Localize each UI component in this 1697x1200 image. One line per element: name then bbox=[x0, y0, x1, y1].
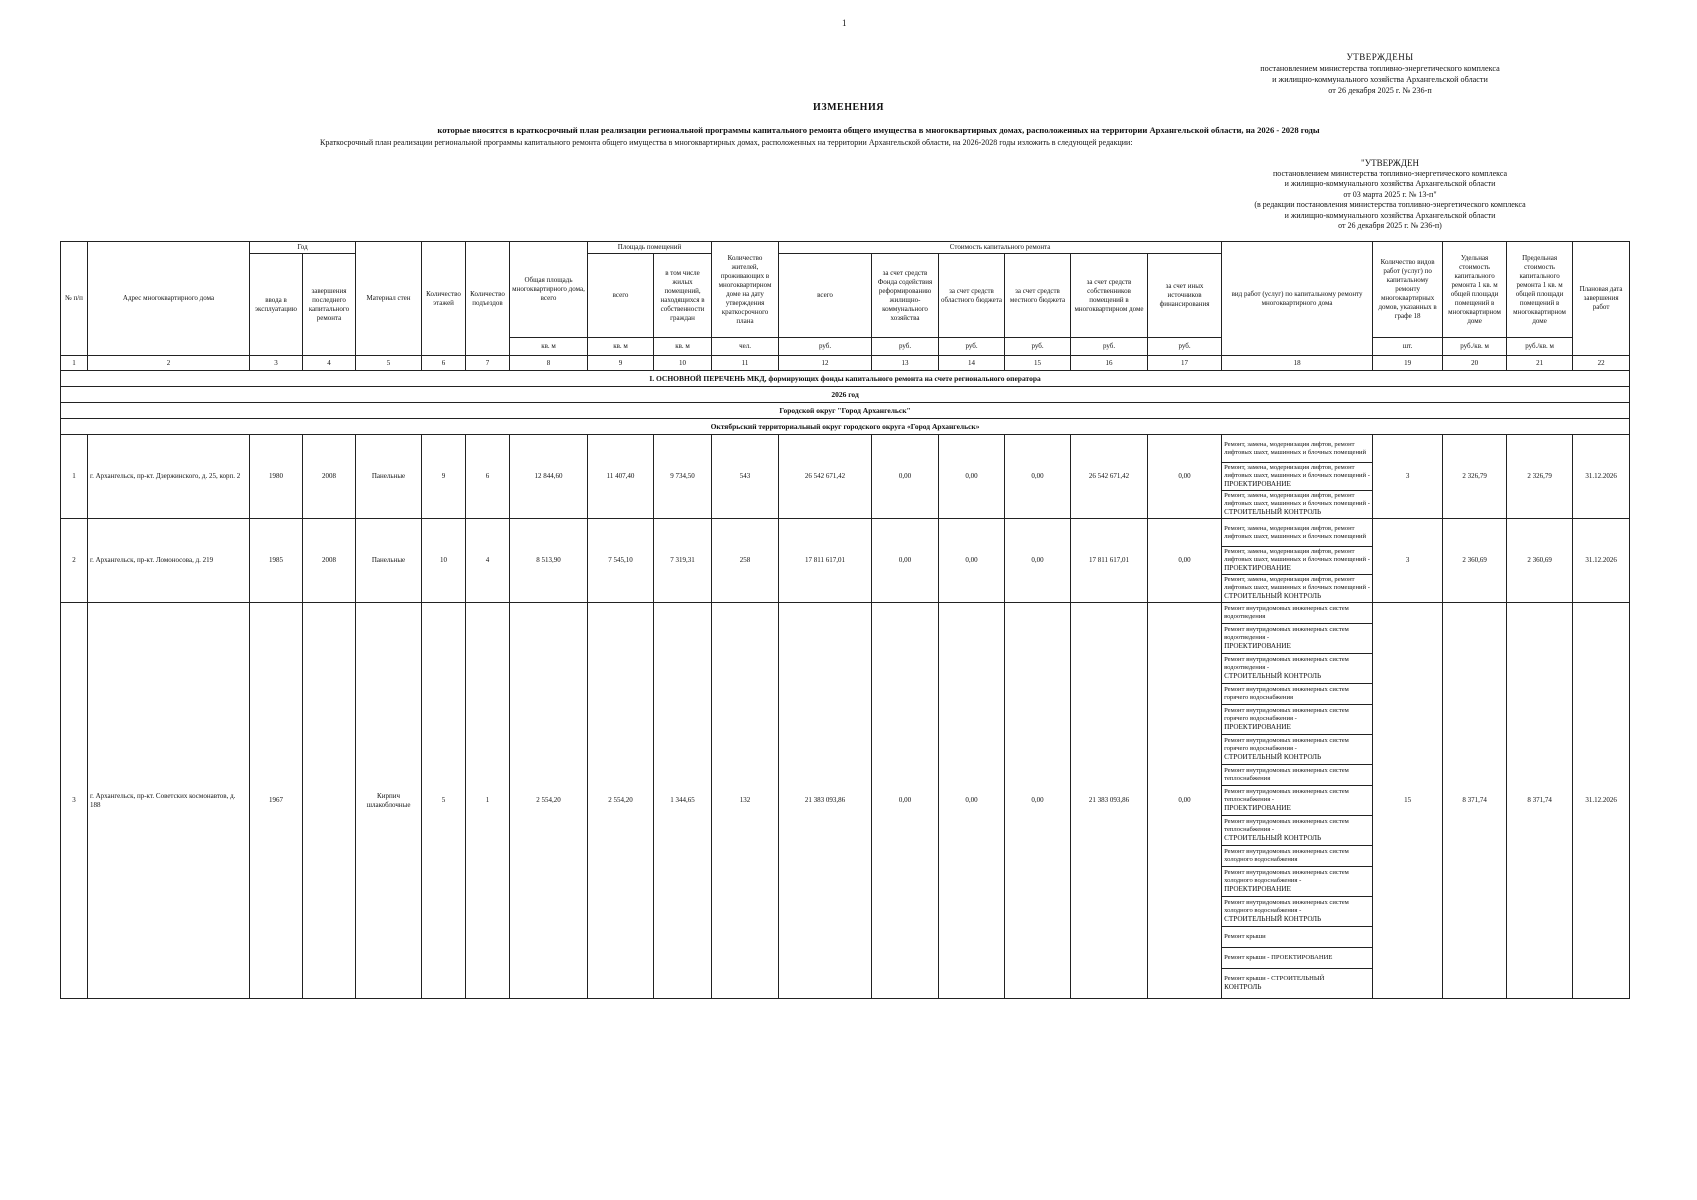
work-text: Ремонт внутридомовых инженерных систем теплоснабжения - bbox=[1224, 788, 1349, 803]
approval-line: от 26 декабря 2025 г. № 236-п) bbox=[1338, 221, 1442, 230]
cell-work-type bbox=[1222, 897, 1373, 927]
cell-work-type bbox=[1222, 867, 1373, 897]
column-number: 14 bbox=[939, 356, 1005, 371]
cell-residents: 543 bbox=[712, 435, 779, 519]
cell-area-total: 2 554,20 bbox=[588, 603, 654, 999]
work-stage: КОНТРОЛЬ bbox=[1224, 983, 1262, 991]
unit-cell: руб. bbox=[1005, 338, 1071, 356]
column-number: 11 bbox=[712, 356, 779, 371]
section-year: 2026 год bbox=[61, 387, 1630, 403]
cell-plan-date: 31.12.2026 bbox=[1573, 603, 1630, 999]
cell-floors: 10 bbox=[422, 519, 466, 603]
cell-work-type bbox=[1222, 624, 1373, 654]
column-number: 5 bbox=[356, 356, 422, 371]
cell-year-commission: 1967 bbox=[250, 603, 303, 999]
cell-year-commission: 1980 bbox=[250, 435, 303, 519]
cell-work-type bbox=[1222, 969, 1373, 999]
cell-work-type bbox=[1222, 519, 1373, 547]
cell-year-last-repair bbox=[303, 603, 356, 999]
column-number: 12 bbox=[779, 356, 872, 371]
cell-floors: 9 bbox=[422, 435, 466, 519]
cell-cost-total: 17 811 617,01 bbox=[779, 519, 872, 603]
approval-line: от 03 марта 2025 г. № 13-п" bbox=[1343, 189, 1437, 199]
column-number: 21 bbox=[1507, 356, 1573, 371]
cell-year-commission: 1985 bbox=[250, 519, 303, 603]
cell-cost-other: 0,00 bbox=[1148, 603, 1222, 999]
work-text: Ремонт внутридомовых инженерных систем холодного водоснабжения bbox=[1224, 848, 1349, 863]
header-entrances: Количество подъездов bbox=[466, 242, 510, 356]
cell-cost-regional: 0,00 bbox=[939, 519, 1005, 603]
section-heading: I. ОСНОВНОЙ ПЕРЕЧЕНЬ МКД, формирующих фонды капитального ремонта на счете регионального оператора bbox=[61, 371, 1630, 387]
cell-work-type bbox=[1222, 547, 1373, 575]
cell-work-type bbox=[1222, 765, 1373, 786]
work-stage: ПРОЕКТИРОВАНИЕ bbox=[1224, 723, 1291, 731]
cell-cost-regional: 0,00 bbox=[939, 435, 1005, 519]
work-text: Ремонт внутридомовых инженерных систем водоотведения - bbox=[1224, 656, 1349, 671]
cell-area-private: 1 344,65 bbox=[654, 603, 712, 999]
unit-cell: руб. bbox=[779, 338, 872, 356]
cell-residents: 258 bbox=[712, 519, 779, 603]
cell-work-type bbox=[1222, 735, 1373, 765]
cell-num: 2 bbox=[61, 519, 88, 603]
cell-total-area: 2 554,20 bbox=[510, 603, 588, 999]
unit-cell: руб. bbox=[1071, 338, 1148, 356]
cell-floors: 5 bbox=[422, 603, 466, 999]
work-text: Ремонт, замена, модернизация лифтов, ремонт лифтовых шахт, машинных и блочных помещений bbox=[1224, 440, 1367, 456]
work-text: Ремонт крыши bbox=[1224, 933, 1266, 940]
work-stage: СТРОИТЕЛЬНЫЙ КОНТРОЛЬ bbox=[1224, 592, 1322, 600]
cell-unit-cost: 2 326,79 bbox=[1443, 435, 1507, 519]
approval-stamp-plan bbox=[1200, 158, 1580, 232]
header-area-private: в том числе жилых помещений, находящихся в собственности граждан bbox=[654, 254, 712, 338]
cell-work-type bbox=[1222, 435, 1373, 463]
cell-work-type bbox=[1222, 705, 1373, 735]
column-number: 19 bbox=[1373, 356, 1443, 371]
column-number: 22 bbox=[1573, 356, 1630, 371]
header-area-total: всего bbox=[588, 254, 654, 338]
header-plan-date: Плановая дата завершения работ bbox=[1573, 242, 1630, 356]
work-stage: ПРОЕКТИРОВАНИЕ bbox=[1224, 642, 1291, 650]
cell-area-private: 9 734,50 bbox=[654, 435, 712, 519]
work-text: Ремонт, замена, модернизация лифтов, ремонт лифтовых шахт, машинных и блочных помещений - bbox=[1224, 492, 1370, 507]
cell-cost-regional: 0,00 bbox=[939, 603, 1005, 999]
cell-unit-cost: 2 360,69 bbox=[1443, 519, 1507, 603]
header-cost-fund: за счет средств Фонда содействия реформированию жилищно-коммунального хозяйства bbox=[872, 254, 939, 338]
cell-address: г. Архангельск, пр-кт. Советских космонавтов, д. 188 bbox=[88, 603, 250, 999]
header-wall-material: Материал стен bbox=[356, 242, 422, 356]
cell-address: г. Архангельск, пр-кт. Дзержинского, д. 25, корп. 2 bbox=[88, 435, 250, 519]
cell-work-type bbox=[1222, 491, 1373, 519]
header-cost-other: за счет иных источников финансирования bbox=[1148, 254, 1222, 338]
unit-cell: руб. bbox=[872, 338, 939, 356]
work-stage: СТРОИТЕЛЬНЫЙ КОНТРОЛЬ bbox=[1224, 915, 1322, 923]
column-number: 10 bbox=[654, 356, 712, 371]
approval-title: УТВЕРЖДЕНЫ bbox=[1346, 52, 1414, 62]
document-heading bbox=[0, 102, 1697, 135]
work-text: Ремонт крыши - СТРОИТЕЛЬНЫЙ bbox=[1224, 975, 1325, 982]
cell-cost-local: 0,00 bbox=[1005, 603, 1071, 999]
approval-line: и жилищно-коммунального хозяйства Архангельской области bbox=[1284, 210, 1496, 220]
cell-entrances: 6 bbox=[466, 435, 510, 519]
unit-cell: кв. м bbox=[510, 338, 588, 356]
column-number: 8 bbox=[510, 356, 588, 371]
cell-material: Панельные bbox=[356, 435, 422, 519]
capital-repair-plan-table bbox=[60, 241, 1630, 999]
cell-address: г. Архангельск, пр-кт. Ломоносова, д. 219 bbox=[88, 519, 250, 603]
cell-material: Панельные bbox=[356, 519, 422, 603]
header-total-area: Общая площадь многоквартирного дома, всего bbox=[510, 242, 588, 338]
approval-line: постановлением министерства топливно-энергетического комплекса bbox=[1272, 168, 1508, 178]
cell-work-type bbox=[1222, 684, 1373, 705]
work-text: Ремонт внутридомовых инженерных систем водоотведения - bbox=[1224, 626, 1349, 641]
document-subtitle: которые вносятся в краткосрочный план реализации региональной программы капитального ремонта общего имущества в многоквартирных домах, расположенных на территории Архангельской области, на 2026 - 2028 годы bbox=[437, 125, 1320, 135]
section-district: Октябрьский территориальный округ городского округа «Город Архангельск» bbox=[61, 419, 1630, 435]
cell-plan-date: 31.12.2026 bbox=[1573, 435, 1630, 519]
work-stage: ПРОЕКТИРОВАНИЕ bbox=[1224, 564, 1291, 572]
approval-line: и жилищно-коммунального хозяйства Архангельской области bbox=[1272, 75, 1488, 84]
work-text: Ремонт, замена, модернизация лифтов, ремонт лифтовых шахт, машинных и блочных помещений - bbox=[1224, 548, 1370, 563]
unit-cell: кв. м bbox=[654, 338, 712, 356]
header-cost-regional: за счет средств областного бюджета bbox=[939, 254, 1005, 338]
header-cost-owners: за счет средств собственников помещений в многоквартирном доме bbox=[1071, 254, 1148, 338]
work-text: Ремонт внутридомовых инженерных систем горячего водоснабжения - bbox=[1224, 707, 1349, 722]
header-unit-cost: Удельная стоимость капитального ремонта 1 кв. м общей площади помещений в многоквартирном доме bbox=[1443, 242, 1507, 338]
cell-cost-owners: 21 383 093,86 bbox=[1071, 603, 1148, 999]
cell-area-private: 7 319,31 bbox=[654, 519, 712, 603]
work-stage: СТРОИТЕЛЬНЫЙ КОНТРОЛЬ bbox=[1224, 753, 1322, 761]
column-number: 18 bbox=[1222, 356, 1373, 371]
approval-line: (в редакции постановления министерства топливно-энергетического комплекса bbox=[1254, 200, 1526, 209]
column-number: 7 bbox=[466, 356, 510, 371]
column-number: 17 bbox=[1148, 356, 1222, 371]
approval-stamp-top bbox=[1180, 52, 1580, 96]
work-text: Ремонт внутридомовых инженерных систем горячего водоснабжения bbox=[1224, 686, 1349, 701]
cell-entrances: 4 bbox=[466, 519, 510, 603]
header-max-cost: Предельная стоимость капитального ремонта 1 кв. м общей площади помещений в многоквартирном доме bbox=[1507, 242, 1573, 338]
cell-work-type bbox=[1222, 786, 1373, 816]
cell-area-total: 11 407,40 bbox=[588, 435, 654, 519]
cell-work-type bbox=[1222, 463, 1373, 491]
cell-cost-local: 0,00 bbox=[1005, 435, 1071, 519]
column-number: 6 bbox=[422, 356, 466, 371]
column-number: 16 bbox=[1071, 356, 1148, 371]
document-title: ИЗМЕНЕНИЯ bbox=[813, 102, 884, 113]
work-stage: СТРОИТЕЛЬНЫЙ КОНТРОЛЬ bbox=[1224, 672, 1322, 680]
cell-work-type bbox=[1222, 654, 1373, 684]
work-stage: ПРОЕКТИРОВАНИЕ bbox=[1224, 804, 1291, 812]
cell-cost-other: 0,00 bbox=[1148, 519, 1222, 603]
work-stage: СТРОИТЕЛЬНЫЙ КОНТРОЛЬ bbox=[1224, 834, 1322, 842]
unit-cell: кв. м bbox=[588, 338, 654, 356]
cell-work-type bbox=[1222, 816, 1373, 846]
header-area-group: Площадь помещений bbox=[588, 242, 712, 254]
cell-cost-total: 26 542 671,42 bbox=[779, 435, 872, 519]
work-text: Ремонт внутридомовых инженерных систем водоотведения bbox=[1224, 605, 1349, 620]
column-number: 1 bbox=[61, 356, 88, 371]
header-residents: Количество жителей, проживающих в многоквартирном доме на дату утверждения краткосрочного плана bbox=[712, 242, 779, 338]
header-cost-total: всего bbox=[779, 254, 872, 338]
cell-works-count: 3 bbox=[1373, 435, 1443, 519]
cell-num: 3 bbox=[61, 603, 88, 999]
work-text: Ремонт, замена, модернизация лифтов, ремонт лифтовых шахт, машинных и блочных помещений bbox=[1224, 524, 1367, 540]
cell-cost-owners: 26 542 671,42 bbox=[1071, 435, 1148, 519]
work-stage: ПРОЕКТИРОВАНИЕ bbox=[1224, 480, 1291, 488]
cell-entrances: 1 bbox=[466, 603, 510, 999]
cell-work-type bbox=[1222, 927, 1373, 948]
header-year-commission: ввода в эксплуатацию bbox=[250, 254, 303, 356]
header-works-count: Количество видов работ (услуг) по капитальному ремонту многоквартирных домов, указанных в графе 18 bbox=[1373, 242, 1443, 338]
approval-line: постановлением министерства топливно-энергетического комплекса bbox=[1260, 64, 1500, 73]
cell-area-total: 7 545,10 bbox=[588, 519, 654, 603]
approval-title: "УТВЕРЖДЕН bbox=[1361, 158, 1419, 168]
unit-cell: шт. bbox=[1373, 338, 1443, 356]
cell-total-area: 8 513,90 bbox=[510, 519, 588, 603]
column-number: 2 bbox=[88, 356, 250, 371]
column-number: 20 bbox=[1443, 356, 1507, 371]
header-address: Адрес многоквартирного дома bbox=[88, 242, 250, 356]
header-cost-group: Стоимость капитального ремонта bbox=[779, 242, 1222, 254]
header-year-last-repair: завершения последнего капитального ремонта bbox=[303, 254, 356, 356]
intro-paragraph: Краткосрочный план реализации региональной программы капитального ремонта общего имущества в многоквартирных домах, расположенных на территории Архангельской области, на 2026-2028 годы изложить в следующей редакции: bbox=[320, 138, 1133, 147]
work-text: Ремонт крыши - ПРОЕКТИРОВАНИЕ bbox=[1224, 954, 1333, 961]
cell-cost-other: 0,00 bbox=[1148, 435, 1222, 519]
cell-num: 1 bbox=[61, 435, 88, 519]
column-number: 3 bbox=[250, 356, 303, 371]
work-stage: ПРОЕКТИРОВАНИЕ bbox=[1224, 885, 1291, 893]
cell-residents: 132 bbox=[712, 603, 779, 999]
cell-material: Кирпич шлакоблочные bbox=[356, 603, 422, 999]
cell-year-last-repair: 2008 bbox=[303, 519, 356, 603]
work-text: Ремонт внутридомовых инженерных систем теплоснабжения - bbox=[1224, 818, 1349, 833]
work-text: Ремонт внутридомовых инженерных систем холодного водоснабжения - bbox=[1224, 869, 1349, 884]
cell-work-type bbox=[1222, 575, 1373, 603]
work-stage: СТРОИТЕЛЬНЫЙ КОНТРОЛЬ bbox=[1224, 508, 1322, 516]
section-municipality: Городской округ "Город Архангельск" bbox=[61, 403, 1630, 419]
unit-cell: руб./кв. м bbox=[1443, 338, 1507, 356]
unit-cell: чел. bbox=[712, 338, 779, 356]
work-text: Ремонт, замена, модернизация лифтов, ремонт лифтовых шахт, машинных и блочных помещений - bbox=[1224, 464, 1370, 479]
cell-plan-date: 31.12.2026 bbox=[1573, 519, 1630, 603]
header-work-type: вид работ (услуг) по капитальному ремонту многоквартирного дома bbox=[1222, 242, 1373, 356]
header-floors: Количество этажей bbox=[422, 242, 466, 356]
work-text: Ремонт внутридомовых инженерных систем горячего водоснабжения - bbox=[1224, 737, 1349, 752]
cell-max-cost: 2 360,69 bbox=[1507, 519, 1573, 603]
cell-cost-owners: 17 811 617,01 bbox=[1071, 519, 1148, 603]
cell-max-cost: 2 326,79 bbox=[1507, 435, 1573, 519]
header-cost-local: за счет средств местного бюджета bbox=[1005, 254, 1071, 338]
column-number: 4 bbox=[303, 356, 356, 371]
unit-cell: руб. bbox=[1148, 338, 1222, 356]
cell-work-type bbox=[1222, 948, 1373, 969]
cell-work-type bbox=[1222, 603, 1373, 624]
unit-cell: руб./кв. м bbox=[1507, 338, 1573, 356]
unit-cell: руб. bbox=[939, 338, 1005, 356]
column-number: 9 bbox=[588, 356, 654, 371]
cell-cost-fund: 0,00 bbox=[872, 435, 939, 519]
cell-works-count: 15 bbox=[1373, 603, 1443, 999]
cell-cost-fund: 0,00 bbox=[872, 603, 939, 999]
page-number: 1 bbox=[842, 18, 847, 28]
cell-cost-total: 21 383 093,86 bbox=[779, 603, 872, 999]
header-num: № п/п bbox=[61, 242, 88, 356]
work-text: Ремонт внутридомовых инженерных систем теплоснабжения bbox=[1224, 767, 1349, 782]
header-year-group: Год bbox=[250, 242, 356, 254]
cell-max-cost: 8 371,74 bbox=[1507, 603, 1573, 999]
work-text: Ремонт, замена, модернизация лифтов, ремонт лифтовых шахт, машинных и блочных помещений - bbox=[1224, 576, 1370, 591]
approval-line: от 26 декабря 2025 г. № 236-п bbox=[1328, 86, 1432, 95]
cell-unit-cost: 8 371,74 bbox=[1443, 603, 1507, 999]
cell-works-count: 3 bbox=[1373, 519, 1443, 603]
column-number: 13 bbox=[872, 356, 939, 371]
cell-work-type bbox=[1222, 846, 1373, 867]
column-number: 15 bbox=[1005, 356, 1071, 371]
cell-cost-local: 0,00 bbox=[1005, 519, 1071, 603]
approval-line: и жилищно-коммунального хозяйства Архангельской области bbox=[1284, 179, 1496, 188]
cell-cost-fund: 0,00 bbox=[872, 519, 939, 603]
cell-total-area: 12 844,60 bbox=[510, 435, 588, 519]
work-text: Ремонт внутридомовых инженерных систем холодного водоснабжения - bbox=[1224, 899, 1349, 914]
cell-year-last-repair: 2008 bbox=[303, 435, 356, 519]
